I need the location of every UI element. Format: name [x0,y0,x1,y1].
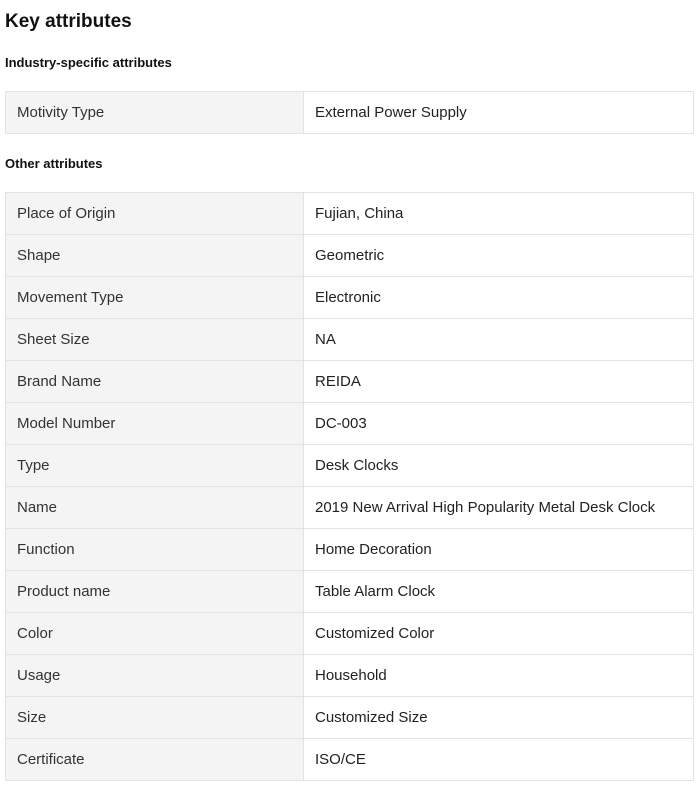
attribute-name: Motivity Type [6,92,304,134]
table-row [6,487,694,529]
attribute-value: External Power Supply [304,92,694,134]
attribute-value: Geometric [304,235,694,277]
other-attributes-title: Other attributes [5,156,103,171]
attribute-name: Usage [6,655,304,697]
attribute-value: DC-003 [304,403,694,445]
attribute-value: Table Alarm Clock [304,571,694,613]
attribute-name: Name [6,487,304,529]
attribute-value: NA [304,319,694,361]
attribute-value: REIDA [304,361,694,403]
page-title: Key attributes [5,11,132,32]
attribute-value: Desk Clocks [304,445,694,487]
attribute-value: Fujian, China [304,193,694,235]
table-row [6,697,694,739]
attribute-name: Brand Name [6,361,304,403]
attribute-name: Movement Type [6,277,304,319]
attribute-value: Household [304,655,694,697]
table-row [6,277,694,319]
attribute-value: Home Decoration [304,529,694,571]
table-row [6,92,694,134]
attribute-name: Color [6,613,304,655]
attribute-name: Size [6,697,304,739]
industry-attributes-title: Industry-specific attributes [5,55,172,70]
attribute-name: Certificate [6,739,304,781]
industry-attributes-table [5,91,694,134]
attribute-name: Shape [6,235,304,277]
table-row [6,613,694,655]
attribute-name: Sheet Size [6,319,304,361]
table-row [6,319,694,361]
attribute-value: Electronic [304,277,694,319]
attribute-value: ISO/CE [304,739,694,781]
table-row [6,739,694,781]
other-attributes-table [5,192,694,781]
table-row [6,361,694,403]
attribute-value: Customized Size [304,697,694,739]
table-row [6,571,694,613]
table-row [6,655,694,697]
attribute-name: Place of Origin [6,193,304,235]
attribute-value: Customized Color [304,613,694,655]
table-row [6,445,694,487]
attribute-value: 2019 New Arrival High Popularity Metal Desk Clock [304,487,694,529]
table-row [6,193,694,235]
table-row [6,529,694,571]
attribute-name: Model Number [6,403,304,445]
table-row [6,235,694,277]
table-row [6,403,694,445]
attribute-name: Type [6,445,304,487]
attribute-name: Function [6,529,304,571]
attribute-name: Product name [6,571,304,613]
